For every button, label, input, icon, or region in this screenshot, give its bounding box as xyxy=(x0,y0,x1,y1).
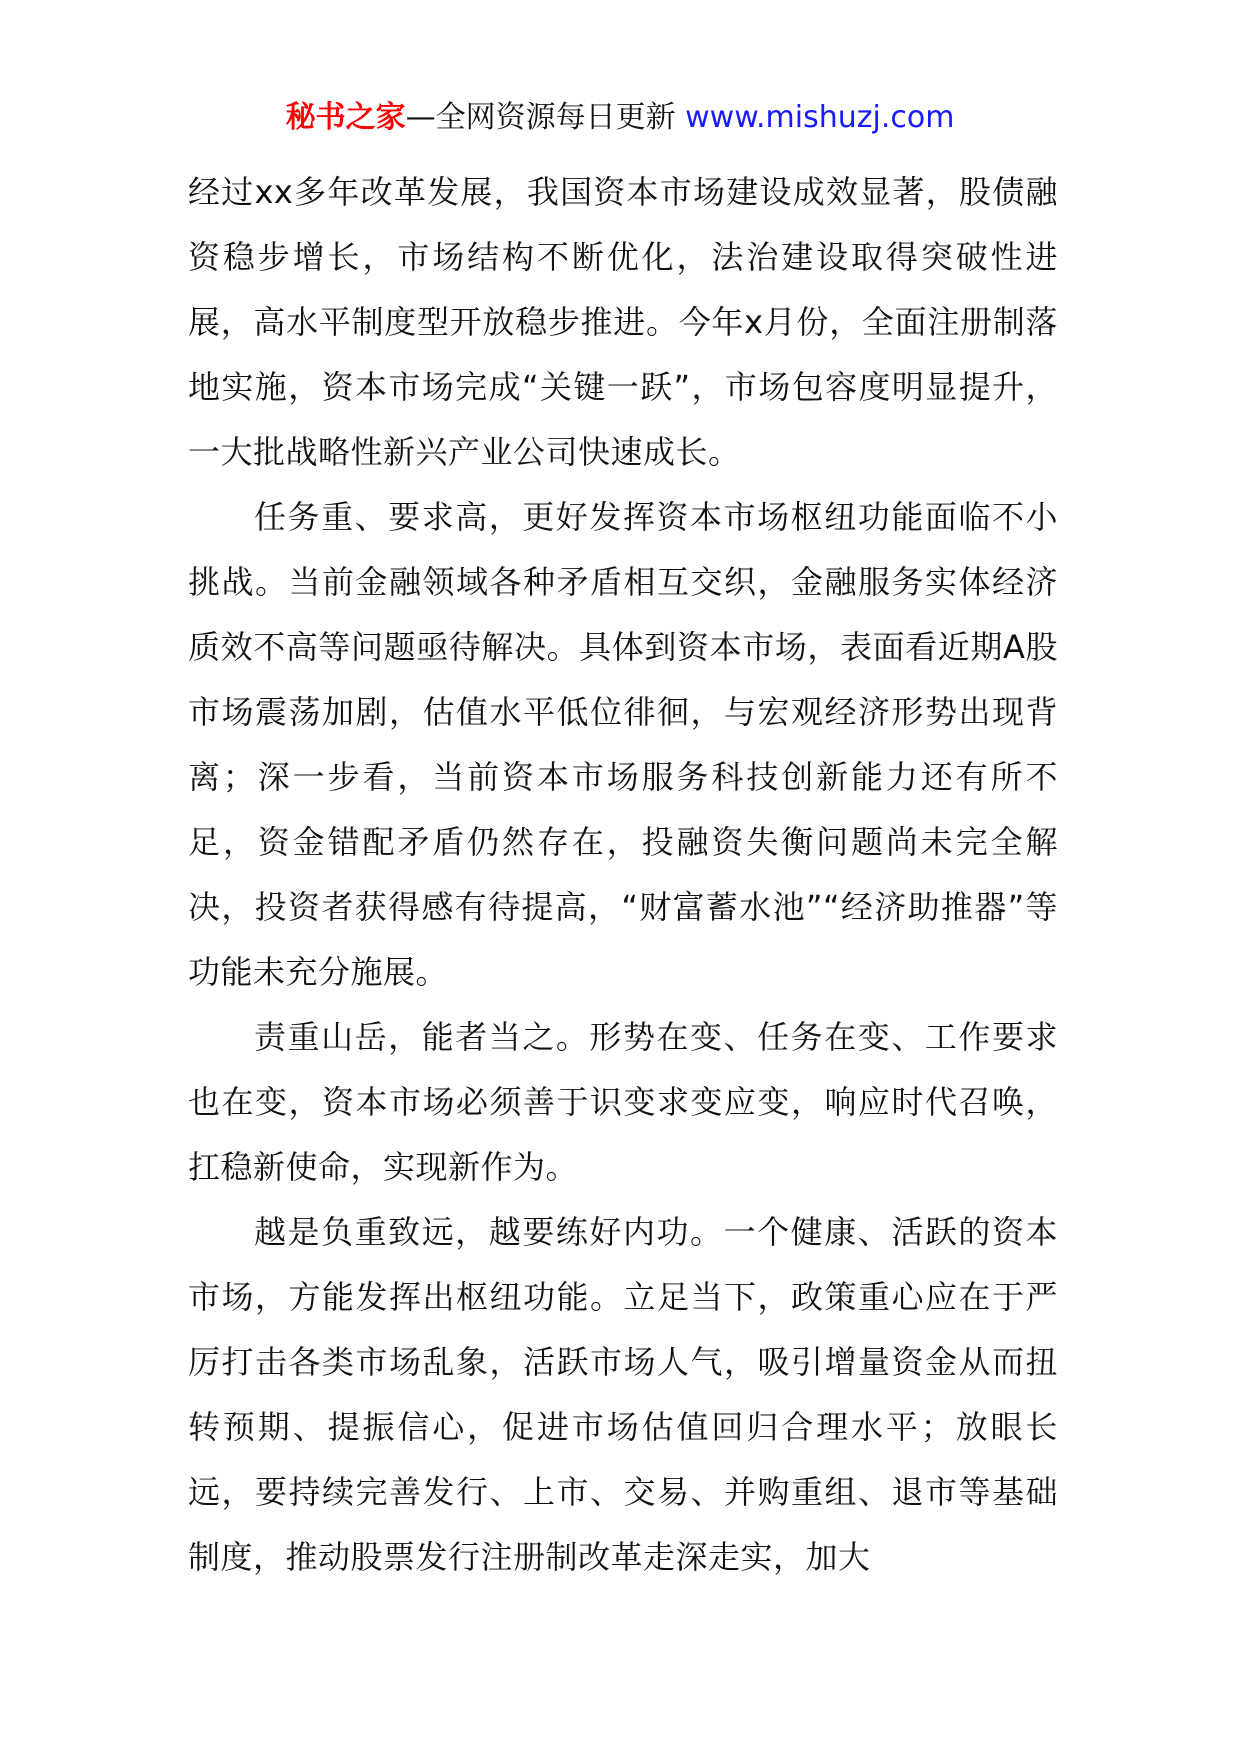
paragraph-2: 任务重、要求高，更好发挥资本市场枢纽功能面临不小挑战。当前金融领域各种矛盾相互交织，金融服务实体经济质效不高等问题亟待解决。具体到资本市场，表面看近期A股市场震荡加剧，估值水平低位徘徊，与宏观经济形势出现背离；深一步看，当前资本市场服务科技创新能力还有所不足，资金错配矛盾仍然存在，投融资失衡问题尚未完全解决，投资者获得感有待提高，“财富蓄水池”“经济助推器”等功能未充分施展。 xyxy=(188,498,1058,991)
paragraph-4: 越是负重致远，越要练好内功。一个健康、活跃的资本市场，方能发挥出枢纽功能。立足当下，政策重心应在于严厉打击各类市场乱象，活跃市场人气，吸引增量资金从而扭转预期、提振信心，促进市场估值回归合理水平；放眼长远，要持续完善发行、上市、交易、并购重组、退市等基础制度，推动股票发行注册制改革走深走实，加大 xyxy=(188,1213,1058,1576)
paragraph-1: 经过xx多年改革发展，我国资本市场建设成效显著，股债融资稳步增长，市场结构不断优化，法治建设取得突破性进展，高水平制度型开放稳步推进。今年x月份，全面注册制落地实施，资本市场完成“关键一跃”，市场包容度明显提升，一大批战略性新兴产业公司快速成长。 xyxy=(188,173,1058,471)
paragraph-3: 责重山岳，能者当之。形势在变、任务在变、工作要求也在变，资本市场必须善于识变求变应变，响应时代召唤，扛稳新使命，实现新作为。 xyxy=(188,1018,1058,1186)
site-url-link[interactable]: www.mishuzj.com xyxy=(685,100,955,135)
brand-name: 秘书之家 xyxy=(285,100,406,135)
site-header xyxy=(0,98,1240,138)
header-tagline: —全网资源每日更新 xyxy=(405,100,686,135)
document-body xyxy=(188,160,1058,1590)
